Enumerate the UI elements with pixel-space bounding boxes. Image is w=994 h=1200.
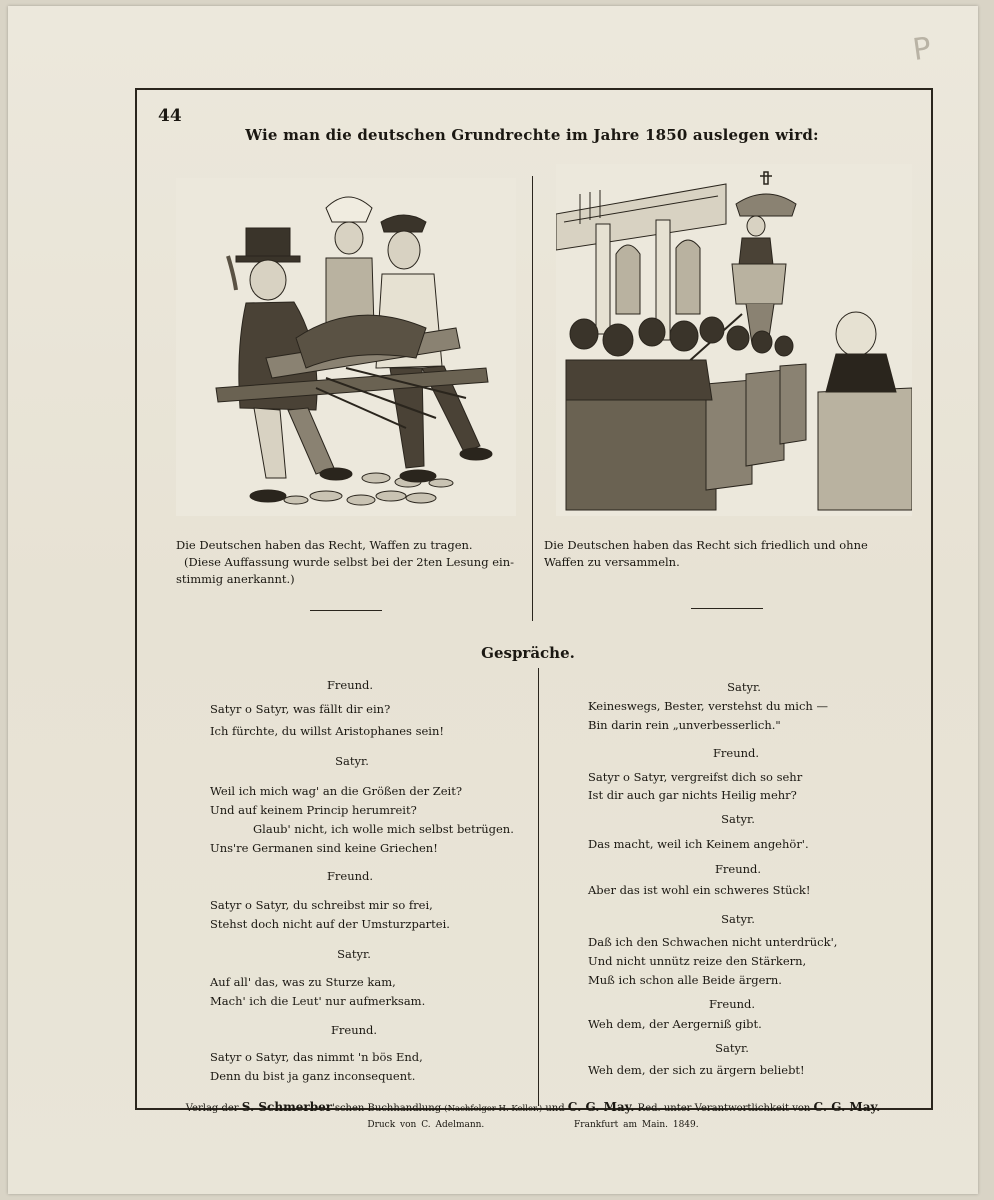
column-rule-top [532,176,533,621]
verse-line: Keineswegs, Bester, verstehst du mich — [588,699,828,713]
illustration-weapons [176,178,516,516]
imprint-text: und [542,1103,568,1114]
speaker-label: Freund. [330,1023,378,1037]
illustration-assembly [556,164,912,516]
verse-line: Das macht, weil ich Keinem angehör'. [588,837,809,851]
imprint-printer: Druck von C. Adelmann. [367,1120,485,1130]
verse-line: Denn du bist ja ganz inconsequent. [210,1069,416,1083]
verse-line: Weil ich mich wag' an die Größen der Zeit? [210,784,463,798]
speaker-label: Satyr. [335,754,369,768]
imprint-publisher: S. Schmerber [241,1100,333,1114]
caption-right [544,537,912,571]
verse-line: Und auf keinem Princip herumreit? [210,803,417,817]
caption-line: stimmig anerkannt.) [176,572,295,586]
speaker-label: Satyr. [337,947,371,961]
verse-line: Aber das ist wohl ein schweres Stück! [588,883,811,897]
page-title: Wie man die deutschen Grundrechte im Jahre 1850 auslegen wird: [245,126,819,144]
imprint-editor: C. G. May. [813,1100,881,1114]
verse-line: Daß ich den Schwachen nicht unterdrück', [588,935,838,949]
speaker-label: Satyr. [727,680,761,694]
publisher-imprint [138,1100,928,1114]
speaker-label: Freund. [708,997,756,1011]
imprint-text: Red. unter Verantwortlichkeit von [634,1103,814,1114]
verse-line: Weh dem, der Aergerniß gibt. [588,1017,762,1031]
speaker-label: Freund. [714,862,762,876]
verse-line: Uns're Germanen sind keine Griechen! [210,841,438,855]
verse-line: Mach' ich die Leut' nur aufmerksam. [210,994,426,1008]
caption-line: Die Deutschen haben das Recht, Waffen zu tragen. [176,538,473,552]
column-rule-bottom [538,668,539,1106]
section-divider [310,610,382,611]
speaker-label: Freund. [712,746,760,760]
verse-line: Ist dir auch gar nichts Heilig mehr? [588,788,797,802]
verse-line: Bin darin rein „unverbesserlich." [588,718,781,732]
verse-line: Muß ich schon alle Beide ärgern. [588,973,782,987]
newspaper-page [8,6,978,1194]
imprint-place-date: Frankfurt am Main. 1849. [574,1120,699,1130]
verse-line: Satyr o Satyr, du schreibst mir so frei, [210,898,433,912]
verse-line: Satyr o Satyr, das nimmt 'n bös End, [210,1050,423,1064]
verse-line: Weh dem, der sich zu ärgern beliebt! [588,1063,805,1077]
speaker-label: Satyr. [715,1041,749,1055]
speaker-label: Satyr. [721,812,755,826]
imprint-text: Verlag der [185,1103,242,1114]
verse-line: Satyr o Satyr, was fällt dir ein? [210,702,391,716]
dialogue-title: Gespräche. [481,644,575,662]
caption-line: Waffen zu versammeln. [544,555,680,569]
verse-line: Glaub' nicht, ich wolle mich selbst betrügen. [253,822,514,836]
printer-imprint [138,1120,928,1130]
caption-line: Die Deutschen haben das Recht sich friedlich und ohne [544,538,868,552]
page-number: 44 [158,106,182,126]
caption-line: (Diese Auffassung wurde selbst bei der 2ten Lesung ein- [184,555,514,569]
pencil-annotation: P [910,30,934,69]
verse-line: Ich fürchte, du willst Aristophanes sein! [210,724,445,738]
speaker-label: Freund. [326,869,374,883]
verse-line: Und nicht unnütz reize den Stärkern, [588,954,807,968]
speaker-label: Freund. [326,678,374,692]
caption-left [176,537,528,588]
speaker-label: Satyr. [721,912,755,926]
section-divider [691,608,763,609]
imprint-successor: (Nachfolger H. Keller.) [444,1104,543,1114]
verse-line: Auf all' das, was zu Sturze kam, [210,975,396,989]
verse-line: Satyr o Satyr, vergreifst dich so sehr [588,770,803,784]
imprint-text: 'schen Buchhandlung [332,1103,445,1114]
verse-line: Stehst doch nicht auf der Umsturzpartei. [210,917,450,931]
imprint-editor: C. G. May. [567,1100,635,1114]
